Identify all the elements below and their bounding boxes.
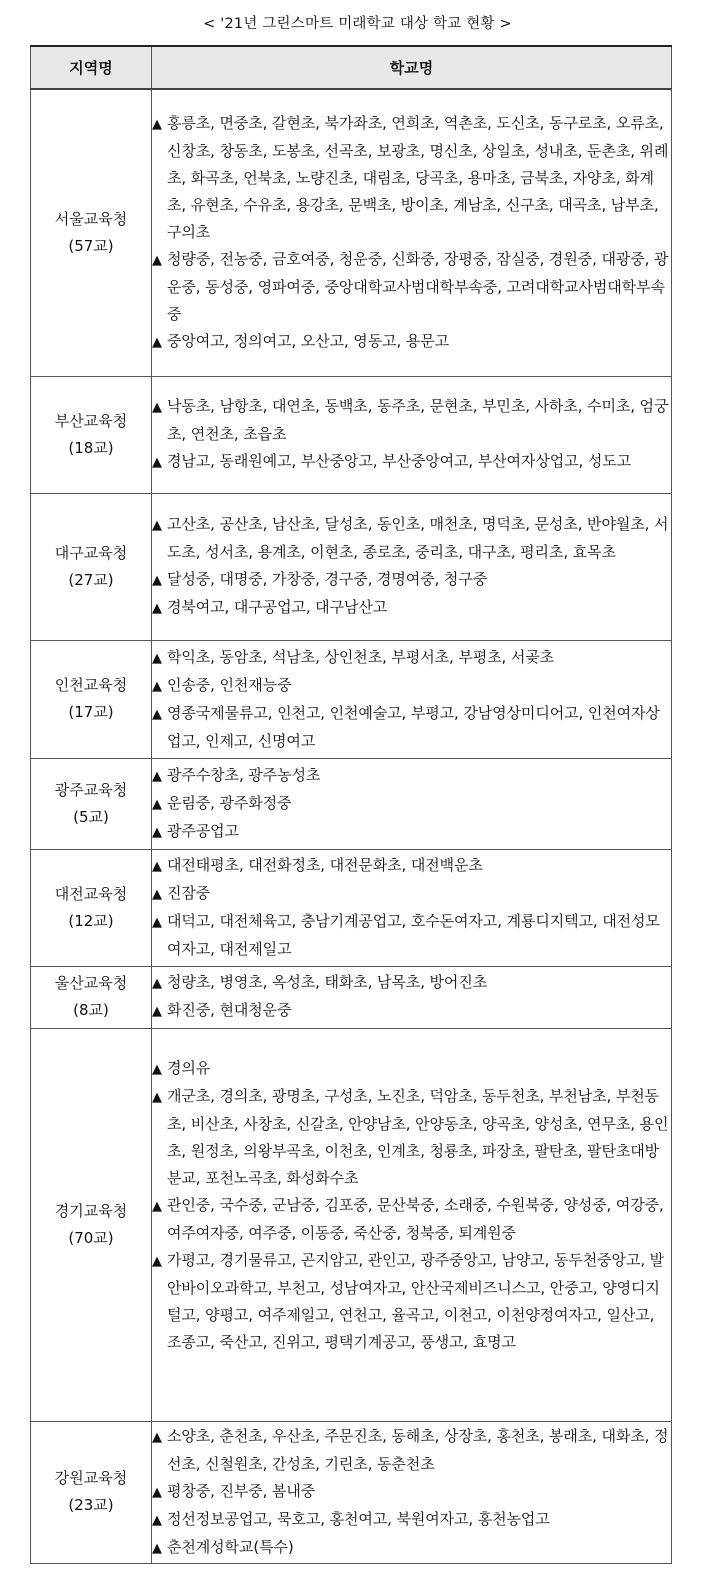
school-group <box>152 1534 671 1562</box>
region-cell <box>31 1028 152 1421</box>
school-list: 평창중, 진부중, 봄내중 <box>167 1481 316 1500</box>
table-body <box>31 89 672 1563</box>
school-list: 광주공업고 <box>167 821 239 840</box>
bullet-triangle-icon: ▲ <box>152 400 162 415</box>
school-list: 청량중, 전농중, 금호여중, 청운중, 신화중, 장평중, 잠실중, 경원중, 대광중, 광운중, 동성중, 영파여중, 중앙대학교사범대학부속중, 고려대학교사범대학부속중 <box>167 249 669 323</box>
bullet-triangle-icon: ▲ <box>152 824 162 840</box>
table-title: < '21년 그린스마트 미래학교 대상 학교 현황 > <box>203 16 512 32</box>
school-status-table <box>30 45 672 1564</box>
schools-cell <box>152 376 672 493</box>
region-cell <box>31 89 152 376</box>
table-row <box>31 493 672 640</box>
school-group <box>152 1478 671 1506</box>
bullet-triangle-icon: ▲ <box>152 1429 162 1445</box>
region-name: 대전교육청 <box>54 884 128 903</box>
school-list: 청량초, 병영초, 옥성초, 태화초, 남목초, 방어진초 <box>167 973 488 991</box>
school-group <box>152 1423 671 1478</box>
school-list: 경북여고, 대구공업고, 대구남산고 <box>167 598 388 616</box>
bullet-triangle-icon: ▲ <box>152 1004 162 1019</box>
table-row <box>31 966 672 1028</box>
school-group <box>152 790 671 818</box>
school-list: 광주수창초, 광주농성초 <box>167 765 321 784</box>
region-name: 서울교육청 <box>54 209 128 228</box>
school-group <box>152 672 671 700</box>
bullet-triangle-icon: ▲ <box>152 1090 162 1105</box>
school-group <box>152 997 671 1025</box>
header-region: 지역명 <box>31 46 152 89</box>
school-count: (5교) <box>73 807 109 826</box>
table-row <box>31 640 672 758</box>
bullet-triangle-icon: ▲ <box>152 678 162 694</box>
bullet-triangle-icon: ▲ <box>152 1512 162 1528</box>
school-group <box>152 448 671 476</box>
bullet-triangle-icon: ▲ <box>152 887 162 902</box>
school-group <box>152 393 671 448</box>
header-schools: 학교명 <box>152 46 672 89</box>
school-list: 진잠중 <box>167 884 211 902</box>
bullet-triangle-icon: ▲ <box>152 796 162 812</box>
header-row <box>31 46 672 89</box>
school-list: 인송중, 인천재능중 <box>167 675 292 694</box>
region-cell <box>31 758 152 849</box>
schools-cell <box>152 758 672 849</box>
school-list: 화진중, 현대청운중 <box>167 1001 292 1019</box>
school-group <box>152 1506 671 1534</box>
bullet-triangle-icon: ▲ <box>152 650 162 666</box>
school-group <box>152 246 671 328</box>
school-group <box>152 1083 671 1192</box>
school-count: (8교) <box>73 1001 109 1019</box>
region-name: 광주교육청 <box>54 780 128 799</box>
bullet-triangle-icon: ▲ <box>152 116 162 132</box>
school-list: 관인중, 국수중, 군남중, 김포중, 문산북중, 소래중, 수원북중, 양성중, 여강중, 여주여자중, 여주중, 이동중, 죽산중, 청북중, 퇴계원중 <box>167 1196 664 1242</box>
bullet-triangle-icon: ▲ <box>152 518 162 533</box>
bullet-triangle-icon: ▲ <box>152 573 162 588</box>
table-row <box>31 758 672 849</box>
bullet-triangle-icon: ▲ <box>152 976 162 991</box>
bullet-triangle-icon: ▲ <box>152 252 162 268</box>
school-list: 대덕고, 대전체육고, 충남기계공업고, 호수돈여자고, 계룡디지텍고, 대전성모여자고, 대전제일고 <box>167 912 660 958</box>
schools-cell <box>152 640 672 758</box>
bullet-triangle-icon: ▲ <box>152 455 162 470</box>
region-cell <box>31 966 152 1028</box>
school-group <box>152 969 671 997</box>
school-group <box>152 852 671 880</box>
school-group <box>152 1055 671 1083</box>
schools-cell <box>152 1421 672 1563</box>
schools-cell <box>152 849 672 966</box>
table-row <box>31 89 672 376</box>
school-list: 중앙여고, 정의여고, 오산고, 영동고, 용문고 <box>167 331 449 350</box>
bullet-triangle-icon: ▲ <box>152 334 162 350</box>
bullet-triangle-icon: ▲ <box>152 706 162 722</box>
bullet-triangle-icon: ▲ <box>152 1254 162 1269</box>
school-list: 운림중, 광주화정중 <box>167 793 292 812</box>
region-name: 강원교육청 <box>54 1469 128 1487</box>
school-group <box>152 762 671 790</box>
bullet-triangle-icon: ▲ <box>152 1540 162 1556</box>
school-list: 경의유 <box>167 1059 211 1077</box>
table-row <box>31 376 672 493</box>
region-name: 경기교육청 <box>54 1201 128 1220</box>
school-count: (23교) <box>68 1496 114 1514</box>
region-name: 부산교육청 <box>54 411 128 430</box>
school-count: (27교) <box>68 570 114 589</box>
bullet-triangle-icon: ▲ <box>152 1484 162 1500</box>
region-name: 울산교육청 <box>54 974 128 992</box>
table-row <box>31 849 672 966</box>
school-group <box>152 644 671 672</box>
schools-cell <box>152 1028 672 1421</box>
bullet-triangle-icon: ▲ <box>152 859 162 874</box>
school-list: 경남고, 동래원예고, 부산중앙고, 부산중앙여고, 부산여자상업고, 성도고 <box>167 452 631 470</box>
school-list: 개군초, 경의초, 광명초, 구성초, 노진초, 덕암초, 동두천초, 부천남초, 부천동초, 비산초, 사창초, 신갈초, 안양남초, 안양동초, 양곡초, 양성초, 연무초, 용인초, 원정초, 의왕부곡초, 이천초, 인계초, 청룡초, 파장초, 팔탄초, 팔탄초대방분교, 포천노곡초, 화성화수초 <box>167 1087 669 1187</box>
school-list: 춘천계성학교(특수) <box>167 1537 294 1556</box>
school-list: 고산초, 공산초, 남산초, 달성초, 동인초, 매천초, 명덕초, 문성초, 반야월초, 서도초, 성서초, 용계초, 이현초, 종로초, 중리초, 대구초, 평리초, 효목초 <box>167 515 669 561</box>
schools-cell <box>152 89 672 376</box>
school-group <box>152 700 671 755</box>
school-group <box>152 1192 671 1247</box>
bullet-triangle-icon: ▲ <box>152 768 162 784</box>
region-cell <box>31 376 152 493</box>
school-list: 달성중, 대명중, 가창중, 경구중, 경명여중, 청구중 <box>167 570 488 588</box>
school-group <box>152 594 671 622</box>
region-cell <box>31 640 152 758</box>
school-list: 낙동초, 남항초, 대연초, 동백초, 동주초, 문현초, 부민초, 사하초, 수미초, 엄궁초, 연천초, 초읍초 <box>167 397 669 443</box>
school-list: 소양초, 춘천초, 우산초, 주문진초, 동해초, 상장초, 홍천초, 봉래초, 대화초, 정선초, 신철원초, 간성초, 기린초, 동춘천초 <box>167 1426 669 1473</box>
schools-cell <box>152 966 672 1028</box>
bullet-triangle-icon: ▲ <box>152 601 162 616</box>
school-list: 정선정보공업고, 묵호고, 홍천여고, 북원여자고, 홍천농업고 <box>167 1509 550 1528</box>
schools-cell <box>152 493 672 640</box>
region-name: 대구교육청 <box>54 543 128 562</box>
school-group <box>152 511 671 566</box>
school-count: (57교) <box>68 236 114 255</box>
region-name: 인천교육청 <box>54 676 128 694</box>
region-cell <box>31 493 152 640</box>
school-group <box>152 110 671 246</box>
school-group <box>152 818 671 846</box>
school-list: 학익초, 동암초, 석남초, 상인천초, 부평서초, 부평초, 서곶초 <box>167 647 554 666</box>
bullet-triangle-icon: ▲ <box>152 1062 162 1077</box>
school-count: (70교) <box>68 1228 114 1247</box>
school-group <box>152 328 671 356</box>
school-group <box>152 880 671 908</box>
region-cell <box>31 849 152 966</box>
school-list: 홍릉초, 면중초, 갈현초, 북가좌초, 연희초, 역촌초, 도신초, 동구로초, 오류초, 신창초, 창동초, 도봉초, 선곡초, 보광초, 명신초, 상일초, 성내초, 둔촌초, 위례초, 화곡초, 언북초, 노량진초, 대림초, 당곡초, 용마초, 금북초, 자양초, 화계초, 유현초, 수유초, 용강초, 문백초, 방이초, 계남초, 신구초, 대곡초, 남부초, 구의초 <box>167 113 669 241</box>
school-list: 영종국제물류고, 인천고, 인천예술고, 부평고, 강남영상미디어고, 인천여자상업고, 인제고, 신명여고 <box>167 703 660 750</box>
school-group <box>152 1247 671 1356</box>
bullet-triangle-icon: ▲ <box>152 1199 162 1214</box>
table-row <box>31 1421 672 1563</box>
school-count: (18교) <box>68 438 114 457</box>
school-list: 가평고, 경기물류고, 곤지암고, 관인고, 광주중앙고, 남양고, 동두천중앙고, 발안바이오과학고, 부천고, 성남여자고, 안산국제비즈니스고, 안중고, 양영디지털고, 양평고, 여주제일고, 연천고, 율곡고, 이천고, 이천양정여자고, 일산고, 조종고, 죽산고, 진위고, 평택기계공고, 풍생고, 효명고 <box>167 1251 665 1351</box>
school-count: (12교) <box>68 911 114 930</box>
school-count: (17교) <box>68 703 114 721</box>
region-cell <box>31 1421 152 1563</box>
bullet-triangle-icon: ▲ <box>152 915 162 930</box>
school-list: 대전태평초, 대전화정초, 대전문화초, 대전백운초 <box>167 856 483 874</box>
school-group <box>152 566 671 594</box>
table-row <box>31 1028 672 1421</box>
school-group <box>152 908 671 963</box>
